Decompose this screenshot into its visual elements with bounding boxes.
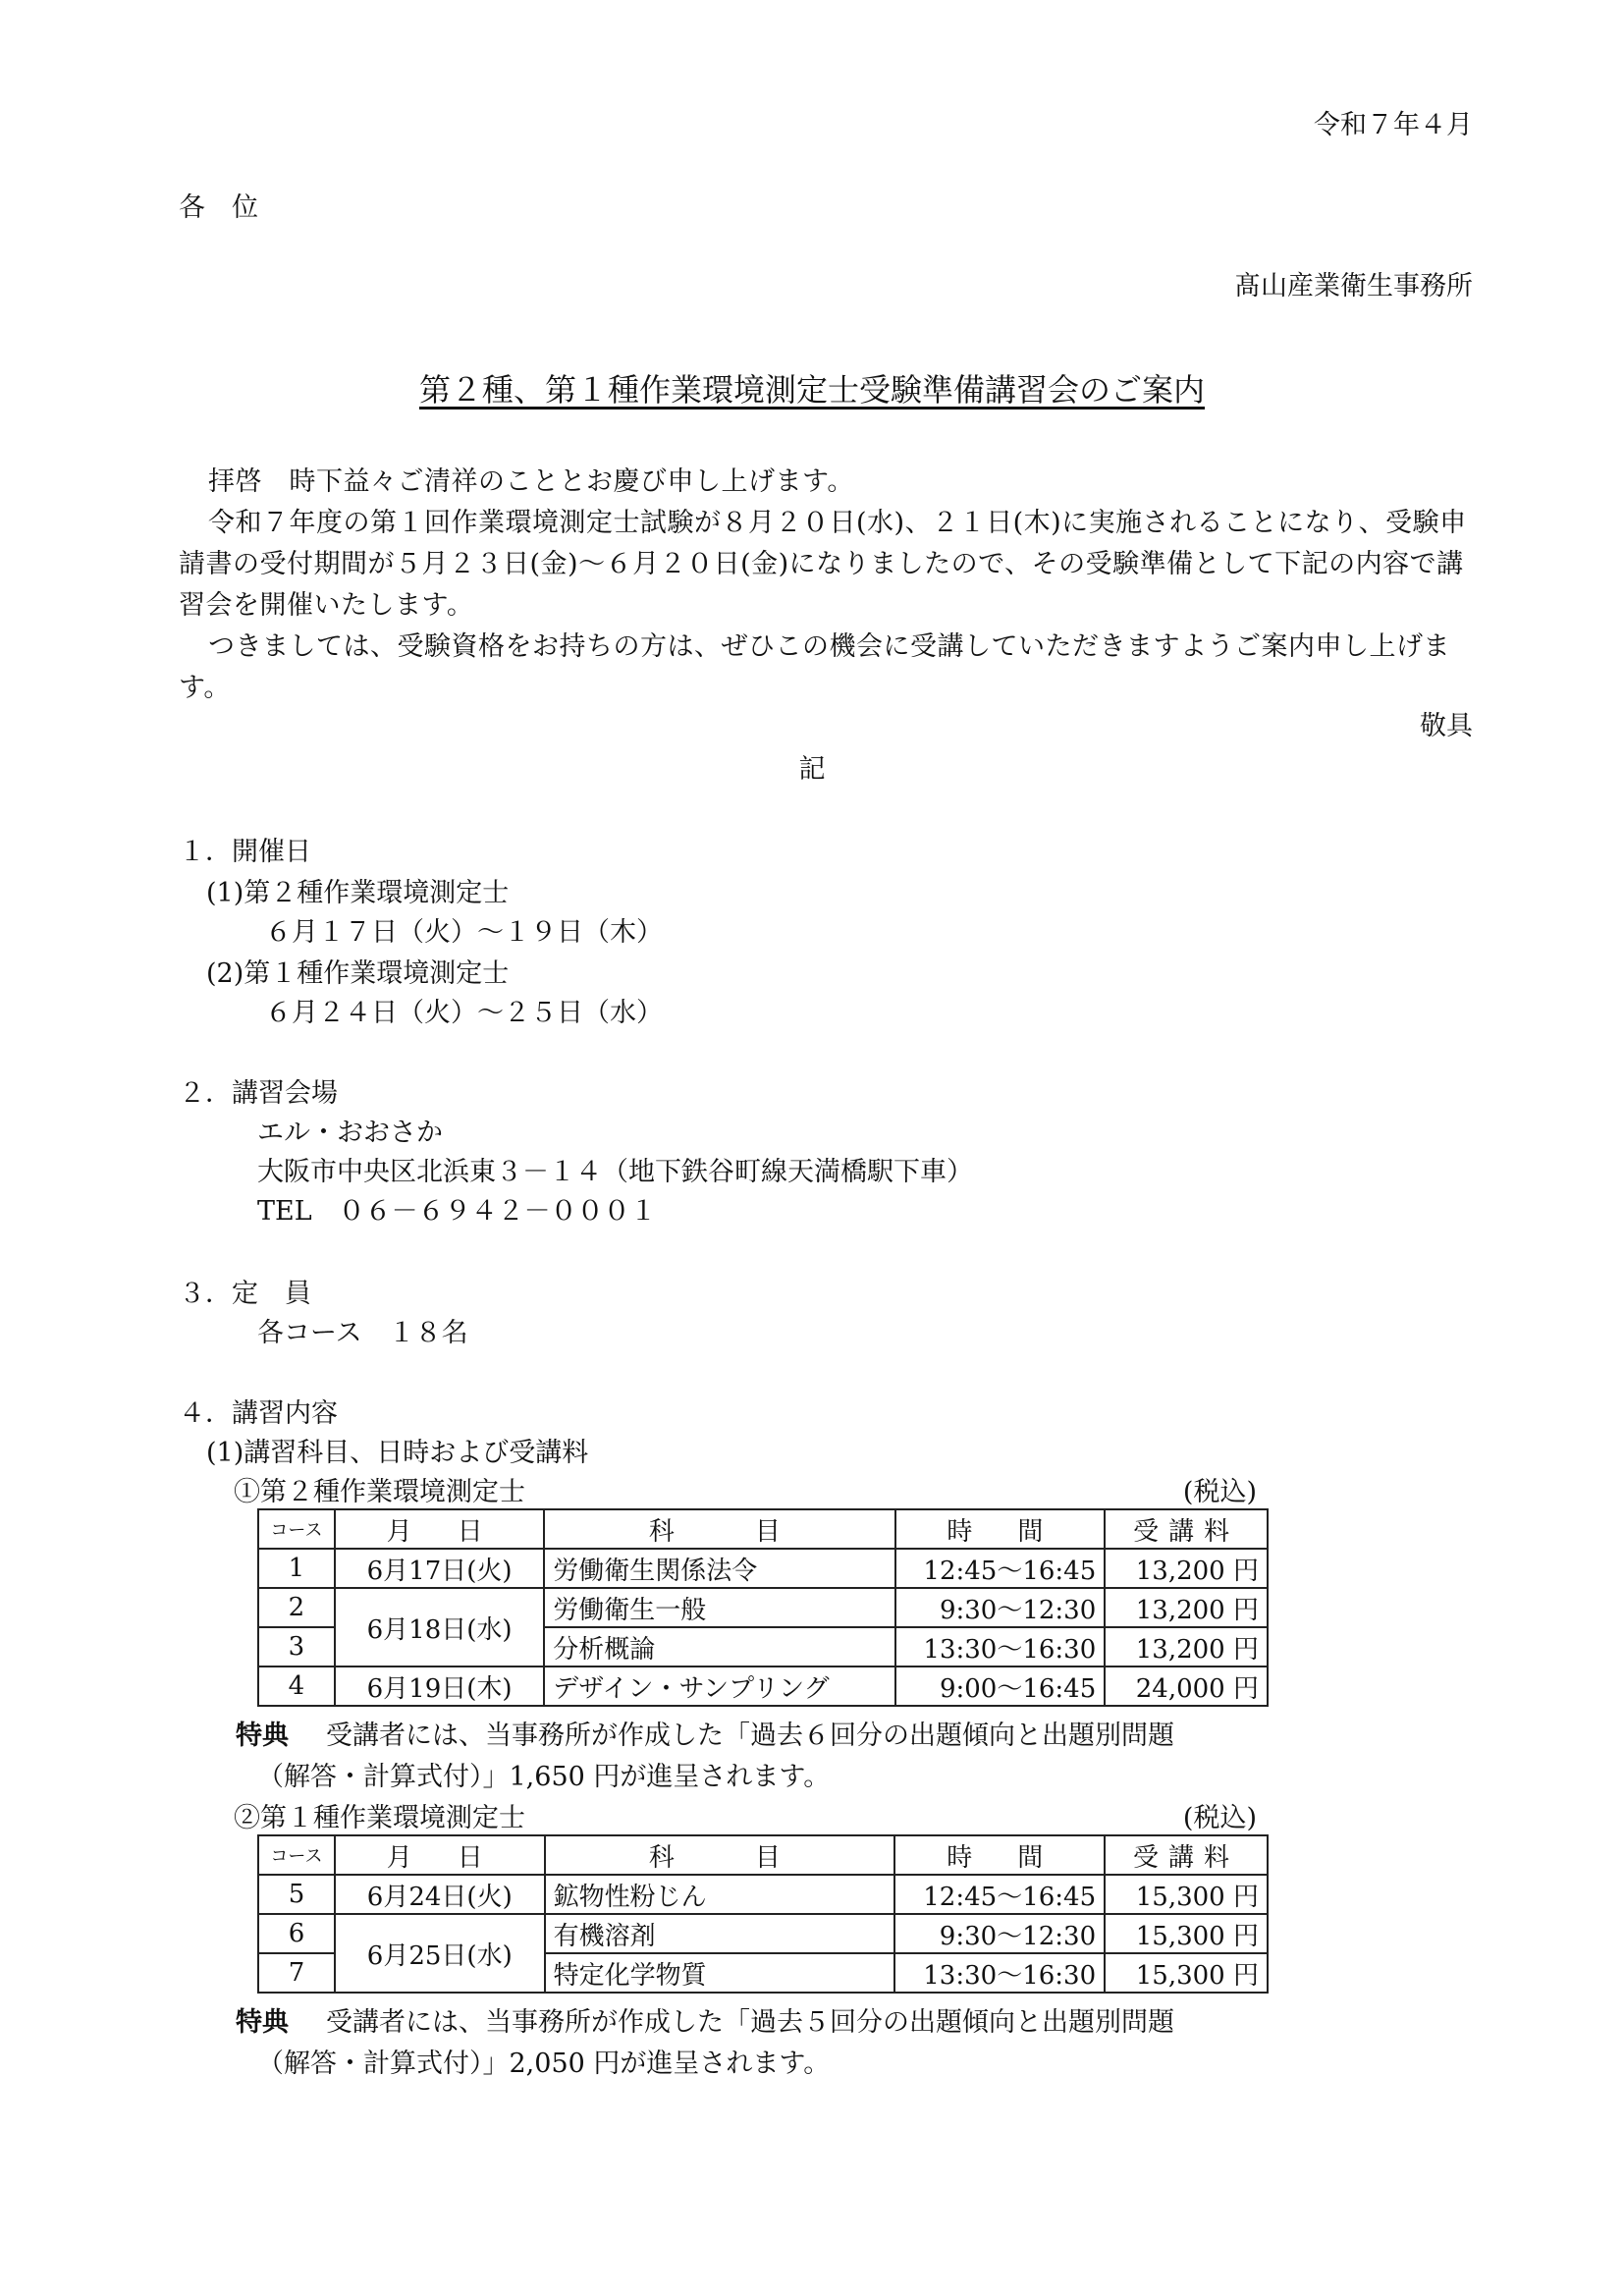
section-4-heading: ４．講習内容 xyxy=(179,1398,338,1429)
ki-heading: 記 xyxy=(798,754,826,785)
section-1-item-2-label: (2)第１種作業環境測定士 xyxy=(206,958,510,989)
header-date: 月 日 xyxy=(335,1835,545,1875)
course-date: 6月17日(火) xyxy=(335,1549,544,1588)
course1-tax-note: (税込) xyxy=(1182,1803,1257,1833)
table-row xyxy=(258,1914,1268,1953)
header-course: コース xyxy=(258,1509,335,1549)
header-course: コース xyxy=(258,1835,335,1875)
header-fee: 受講料 xyxy=(1105,1835,1268,1875)
course-no: 7 xyxy=(258,1953,335,1993)
table-row xyxy=(258,1549,1268,1588)
course-date: 6月25日(水) xyxy=(335,1914,545,1993)
header-time: 時 間 xyxy=(895,1509,1106,1549)
course-subject: 労働衛生関係法令 xyxy=(544,1549,894,1588)
course1-label: ②第１種作業環境測定士 xyxy=(234,1803,525,1833)
course1-tokuten-line2: （解答・計算式付）」2,050 円が進呈されます。 xyxy=(257,2049,831,2079)
header-subject: 科 目 xyxy=(545,1835,895,1875)
course-no: 1 xyxy=(258,1549,335,1588)
course-subject: 分析概論 xyxy=(544,1627,894,1667)
course-date: 6月24日(火) xyxy=(335,1875,545,1914)
course-time: 9:30～12:30 xyxy=(894,1914,1105,1953)
table-row xyxy=(258,1875,1268,1914)
section-2-heading: ２．講習会場 xyxy=(179,1078,338,1109)
course-no: 6 xyxy=(258,1914,335,1953)
course-fee: 13,200 円 xyxy=(1105,1549,1268,1588)
course-subject: デザイン・サンプリング xyxy=(544,1667,894,1706)
course-subject: 有機溶剤 xyxy=(545,1914,895,1953)
section-1-item-1-date: ６月１７日（火）～１９日（木） xyxy=(265,917,663,948)
course2-tokuten-label: 特典 xyxy=(236,1721,289,1751)
course-time: 13:30～16:30 xyxy=(894,1953,1105,1993)
course1-table xyxy=(257,1834,1269,1994)
course-time: 13:30～16:30 xyxy=(895,1627,1106,1667)
course-subject: 特定化学物質 xyxy=(545,1953,895,1993)
section-1-heading: １．開催日 xyxy=(179,837,311,867)
section-1-item-2-date: ６月２４日（火）～２５日（水） xyxy=(265,998,663,1028)
section-4-sub-1: (1)講習科目、日時および受講料 xyxy=(206,1438,589,1468)
table-header-row xyxy=(258,1835,1268,1875)
table-header-row xyxy=(258,1509,1268,1549)
course1-tokuten-label: 特典 xyxy=(236,2007,289,2038)
greeting-paragraph: 拝啓 時下益々ご清祥のこととお慶び申し上げます。 xyxy=(208,466,854,497)
venue-tel: TEL ０６－６９４２－０００１ xyxy=(257,1196,657,1227)
course-no: 2 xyxy=(258,1588,335,1627)
course2-tokuten-line2: （解答・計算式付）」1,650 円が進呈されます。 xyxy=(257,1762,831,1792)
course-fee: 15,300 円 xyxy=(1105,1914,1268,1953)
course-date: 6月18日(水) xyxy=(335,1588,544,1667)
recipient: 各 位 xyxy=(179,192,258,223)
header-date: 月 日 xyxy=(335,1509,544,1549)
course-subject: 鉱物性粉じん xyxy=(545,1875,895,1914)
course-date: 6月19日(木) xyxy=(335,1667,544,1706)
course2-tax-note: (税込) xyxy=(1182,1477,1257,1507)
sender: 髙山産業衛生事務所 xyxy=(1234,271,1473,301)
course1-tokuten-line1: 受講者には、当事務所が作成した「過去５回分の出題傾向と出題別問題 xyxy=(326,2007,1174,2038)
course-no: 4 xyxy=(258,1667,335,1706)
header-time: 時 間 xyxy=(894,1835,1105,1875)
table-row xyxy=(258,1667,1268,1706)
course-time: 9:30～12:30 xyxy=(895,1588,1106,1627)
course-fee: 15,300 円 xyxy=(1105,1875,1268,1914)
closing: 敬具 xyxy=(1420,711,1473,741)
course-fee: 13,200 円 xyxy=(1105,1627,1268,1667)
table-row xyxy=(258,1588,1268,1627)
course2-table xyxy=(257,1508,1269,1707)
course-fee: 13,200 円 xyxy=(1105,1588,1268,1627)
section-3-heading: ３．定 員 xyxy=(179,1279,311,1309)
venue-address: 大阪市中央区北浜東３－１４（地下鉄谷町線天満橋駅下車） xyxy=(257,1157,973,1187)
issue-date: 令和７年４月 xyxy=(1314,110,1473,140)
header-fee: 受講料 xyxy=(1105,1509,1268,1549)
course-subject: 労働衛生一般 xyxy=(544,1588,894,1627)
invitation-paragraph: つきましては、受験資格をお持ちの方は、ぜひこの機会に受講していただきますようご案内申し上げます。 xyxy=(179,631,1450,703)
section-1-item-1-label: (1)第２種作業環境測定士 xyxy=(206,878,510,908)
course-time: 9:00～16:45 xyxy=(895,1667,1106,1706)
course2-label: ①第２種作業環境測定士 xyxy=(234,1477,525,1507)
course-fee: 24,000 円 xyxy=(1105,1667,1268,1706)
course-time: 12:45～16:45 xyxy=(895,1549,1106,1588)
header-subject: 科 目 xyxy=(544,1509,894,1549)
course-fee: 15,300 円 xyxy=(1105,1953,1268,1993)
intro-paragraph: 令和７年度の第１回作業環境測定士試験が８月２０日(水)、２１日(木)に実施されることになり、受験申請書の受付期間が５月２３日(金)～６月２０日(金)になりましたので、その受験準備として下記の内容で講習会を開催いたします。 xyxy=(179,508,1467,621)
capacity: 各コース １８名 xyxy=(257,1318,468,1348)
course-no: 3 xyxy=(258,1627,335,1667)
course-time: 12:45～16:45 xyxy=(894,1875,1105,1914)
course-no: 5 xyxy=(258,1875,335,1914)
venue-name: エル・おおさか xyxy=(257,1118,443,1148)
page-title: 第２種、第１種作業環境測定士受験準備講習会のご案内 xyxy=(418,371,1205,409)
course2-tokuten-line1: 受講者には、当事務所が作成した「過去６回分の出題傾向と出題別問題 xyxy=(326,1721,1174,1751)
